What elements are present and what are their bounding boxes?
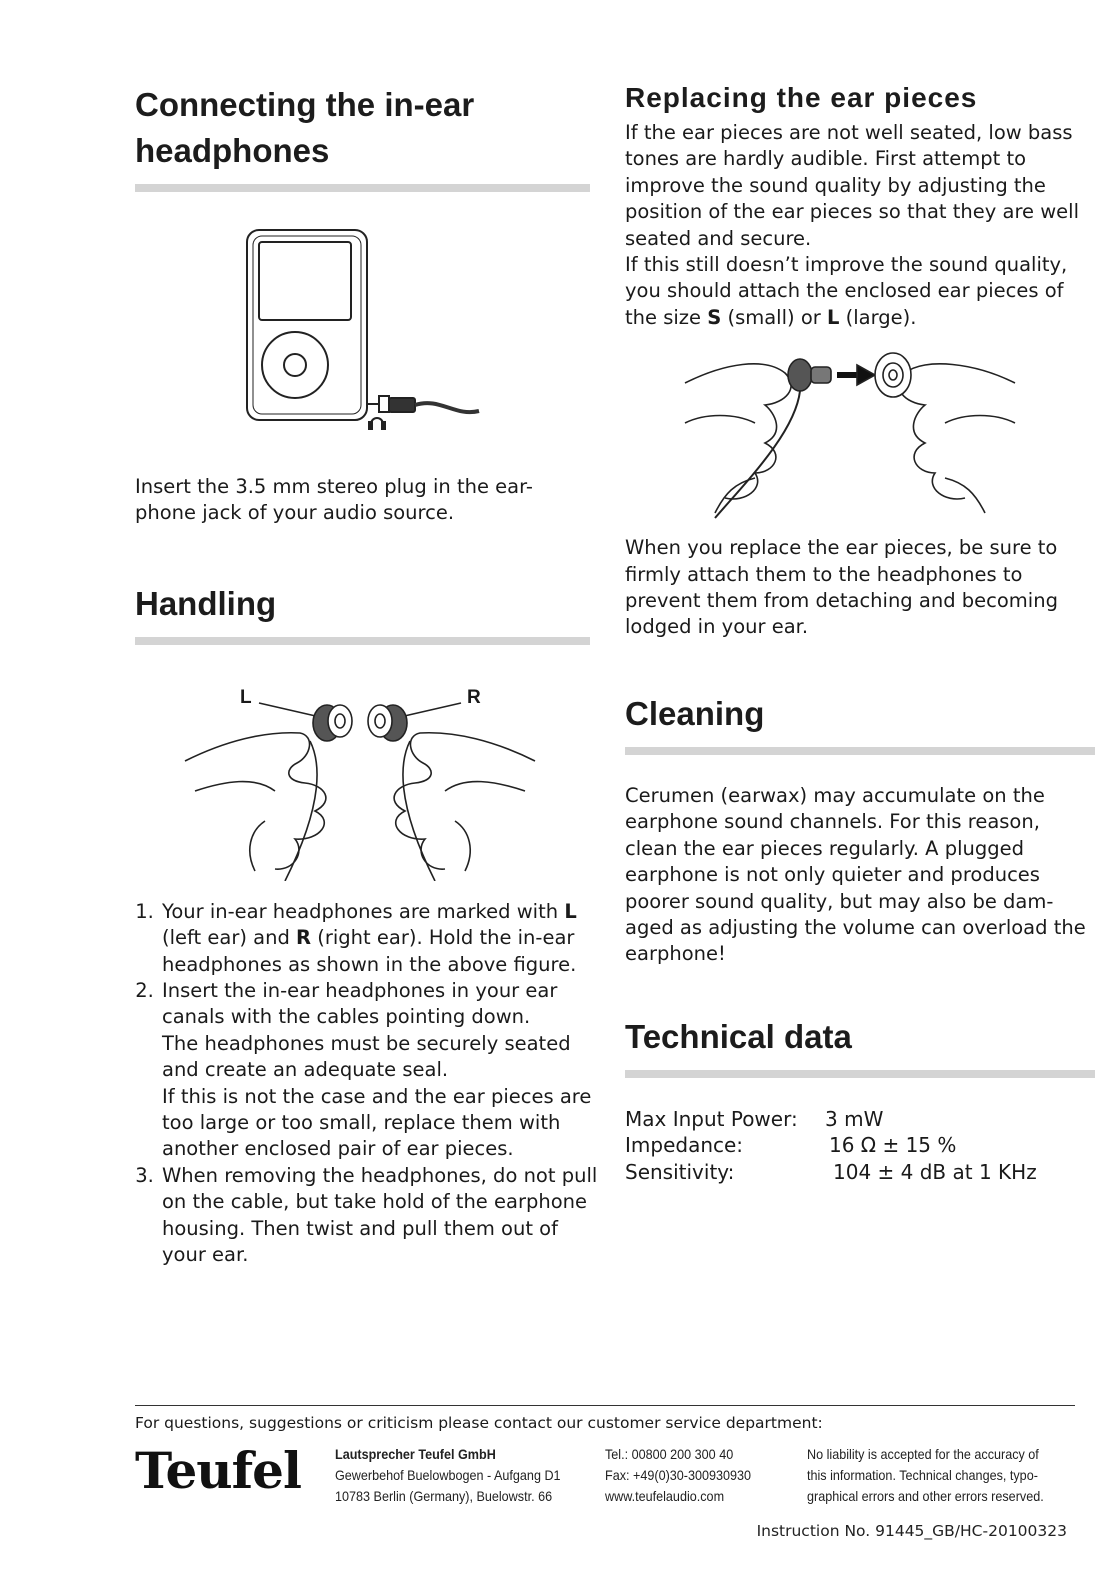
left-column — [135, 82, 598, 1269]
replacing-text-1: If the ear pieces are not well seated, low bass tones are hardly audible. First attempt to improve the sound quality by adjusting the position of the ear pieces so that they are well seated and secure. — [625, 121, 1080, 250]
tech-label: Impedance: — [625, 1133, 744, 1158]
para-bold: L — [826, 305, 840, 329]
handling-step-2 — [160, 978, 600, 1163]
handling-heading: Handling — [135, 584, 277, 622]
footer-contact — [135, 1438, 1075, 1508]
connecting-text: Insert the 3.5 mm stereo plug in the ear-phone jack of your audio source. — [135, 475, 533, 525]
disclaimer-line: graphical errors and other errors reserved. — [807, 1488, 1044, 1504]
connecting-heading-line2: headphones — [135, 132, 330, 169]
technical-data-table — [625, 1106, 1095, 1186]
step-text: If this is not the case and the ear pieces are too large or too small, replace them with another enclosed pair of ear pieces. — [162, 1084, 592, 1161]
connecting-heading — [135, 82, 590, 174]
section-divider — [135, 637, 590, 645]
tech-value: 16 Ω ± 15 % — [829, 1133, 957, 1158]
connecting-heading-line1: Connecting the in-ear — [135, 86, 475, 123]
replacing-heading: Replacing the ear pieces — [625, 82, 978, 113]
step-bold: L — [564, 899, 577, 923]
tech-row — [625, 1159, 1095, 1186]
disclaimer-line: No liability is accepted for the accuracy of — [807, 1446, 1039, 1462]
tech-row — [625, 1106, 1095, 1133]
replacing-text-3: When you replace the ear pieces, be sure to firmly attach them to the headphones to prevent them from detaching and becoming lodged in your ear. — [625, 536, 1058, 639]
handling-step-3 — [160, 1163, 600, 1269]
para-text: If this still doesn’t improve the sound quality, you should attach the enclosed ear pieces of the size — [625, 253, 1068, 329]
ear-piece-replacement-illustration — [625, 343, 1095, 523]
handling-steps — [135, 899, 600, 1269]
footer-divider — [135, 1405, 1075, 1406]
tech-row — [625, 1132, 1095, 1159]
tech-value: 104 ± 4 dB at 1 KHz — [833, 1159, 1037, 1184]
section-divider — [625, 747, 1095, 755]
step-text: (left ear) and — [162, 926, 297, 950]
cleaning-heading: Cleaning — [625, 694, 765, 732]
address-line: 10783 Berlin (Germany), Buelowstr. 66 — [335, 1488, 553, 1504]
step-text: (right ear). Hold the in-ear headphones as shown in the above figure. — [162, 926, 577, 976]
handling-figure — [135, 681, 590, 881]
address-line: Gewerbehof Buelowbogen - Aufgang D1 — [335, 1467, 561, 1483]
footer-lead: For questions, suggestions or criticism please contact our customer service department: — [135, 1414, 823, 1432]
fig-label-right: R — [467, 686, 481, 708]
cleaning-text: Cerumen (earwax) may accumulate on the earphone sound channels. For this reason, clean the ear pieces regularly. A plugged earphone is not only quieter and produces poorer sound quality, but may also be dam-aged as adjusting the volume can overload the earphone! — [625, 783, 1086, 966]
technical-heading: Technical data — [625, 1017, 852, 1055]
step-text: Your in-ear headphones are marked with — [162, 899, 565, 923]
section-divider — [625, 1070, 1095, 1078]
disclaimer-line: this information. Technical changes, typo- — [807, 1467, 1038, 1483]
fig-label-left: L — [240, 686, 252, 708]
step-text: When removing the headphones, do not pull on the cable, but take hold of the earphone housing. Then twist and pull them out of your ear. — [162, 1163, 598, 1267]
step-bold: R — [296, 926, 312, 950]
right-column — [625, 80, 1095, 1185]
section-divider — [135, 184, 590, 192]
footer-phone — [605, 1444, 751, 1507]
phone-number: Tel.: 00800 200 300 40 — [605, 1446, 734, 1462]
instruction-number: Instruction No. 91445_GB/HC-20100323 — [756, 1522, 1067, 1540]
company-name: Lautsprecher Teufel GmbH — [335, 1446, 496, 1462]
fax-number: Fax: +49(0)30-300930930 — [605, 1467, 752, 1483]
footer — [135, 1405, 1075, 1508]
teufel-logo: Teufel — [135, 1441, 301, 1500]
tech-value: 3 mW — [825, 1106, 884, 1131]
step-text: The headphones must be securely seated and create an adequate seal. — [162, 1031, 571, 1082]
footer-disclaimer — [807, 1444, 1044, 1507]
handling-step-1 — [160, 899, 600, 978]
footer-address — [335, 1444, 561, 1507]
website-link[interactable]: www.teufelaudio.com — [605, 1488, 725, 1504]
step-text: Insert the in-ear headphones in your ear canals with the cables pointing down. — [162, 979, 558, 1029]
earphone-handling-illustration — [135, 681, 590, 881]
tech-label: Max Input Power: — [625, 1106, 798, 1131]
audio-player-illustration — [135, 226, 590, 476]
para-bold: S — [707, 305, 722, 329]
para-text: (large). — [839, 305, 917, 329]
tech-label: Sensitivity: — [625, 1159, 735, 1184]
replacing-text-2 — [625, 252, 1095, 331]
para-text: (small) or — [721, 305, 827, 329]
